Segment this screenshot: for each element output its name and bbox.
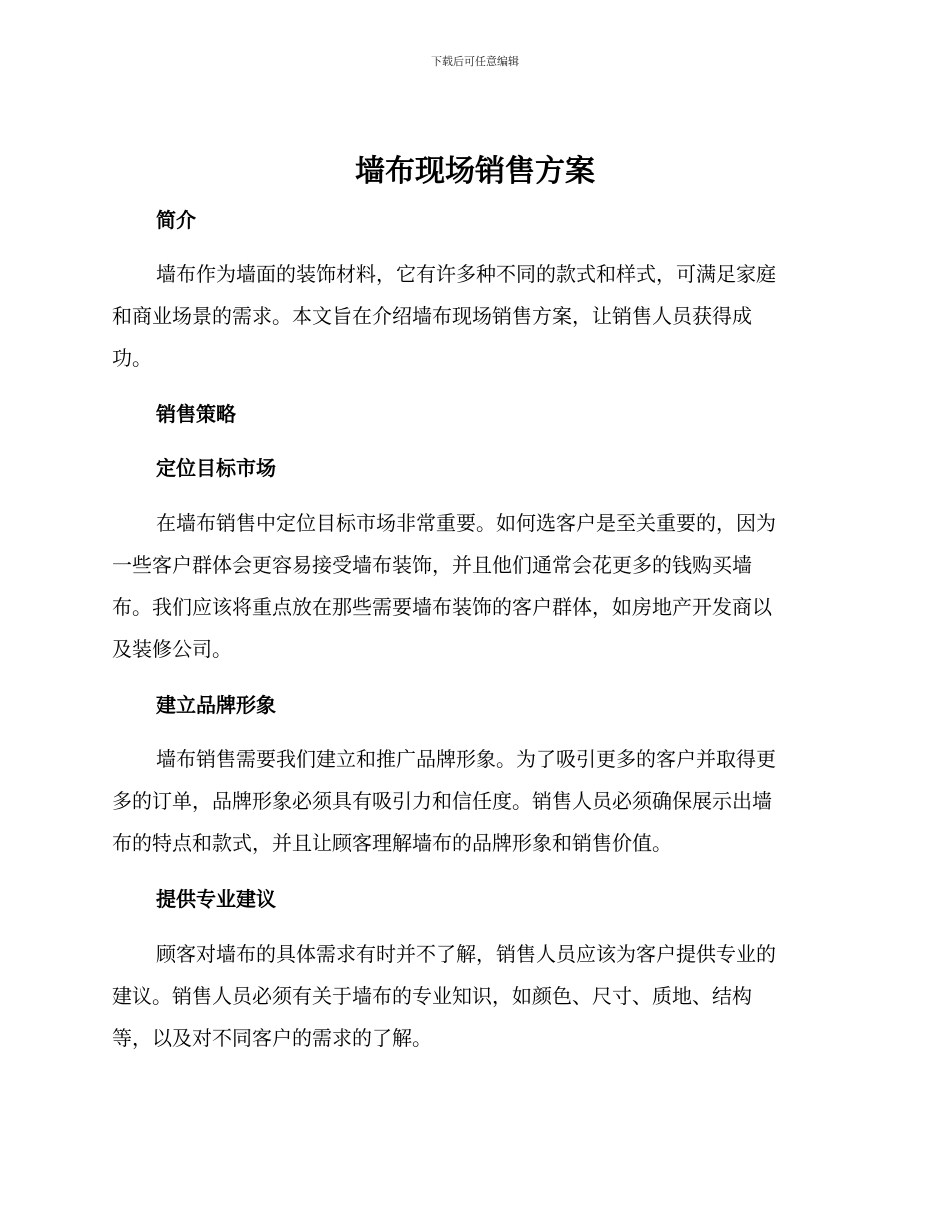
paragraph-line: 等，以及对不同客户的需求的了解。	[112, 1026, 432, 1050]
section-heading-professional-advice: 提供专业建议	[156, 887, 276, 911]
paragraph-line: 布的特点和款式，并且让顾客理解墙布的品牌形象和销售价值。	[112, 831, 672, 855]
paragraph-line: 墙布作为墙面的装饰材料，它有许多种不同的款式和样式，可满足家庭	[156, 262, 776, 286]
paragraph-line: 多的订单，品牌形象必须具有吸引力和信任度。销售人员必须确保展示出墙	[112, 789, 772, 813]
paragraph-line: 功。	[112, 346, 152, 370]
section-paragraph-target-market	[112, 502, 832, 670]
paragraph-line: 建议。销售人员必须有关于墙布的专业知识，如颜色、尺寸、质地、结构	[112, 984, 752, 1008]
paragraph-line: 和商业场景的需求。本文旨在介绍墙布现场销售方案，让销售人员获得成	[112, 304, 752, 328]
section-heading-intro: 简介	[156, 208, 196, 232]
paragraph-line: 及装修公司。	[112, 637, 232, 661]
paragraph-line: 布。我们应该将重点放在那些需要墙布装饰的客户群体，如房地产开发商以	[112, 595, 772, 619]
paragraph-line: 在墙布销售中定位目标市场非常重要。如何选客户是至关重要的，因为	[156, 511, 776, 535]
paragraph-line: 顾客对墙布的具体需求有时并不了解，销售人员应该为客户提供专业的	[156, 942, 776, 966]
page-header: 下载后可任意编辑	[431, 55, 519, 68]
section-paragraph-professional-advice	[112, 933, 832, 1059]
paragraph-line: 墙布销售需要我们建立和推广品牌形象。为了吸引更多的客户并取得更	[156, 747, 776, 771]
section-heading-target-market: 定位目标市场	[156, 456, 276, 480]
section-paragraph-brand-image	[112, 738, 832, 864]
section-paragraph-intro	[112, 253, 832, 379]
paragraph-line: 一些客户群体会更容易接受墙布装饰，并且他们通常会花更多的钱购买墙	[112, 553, 752, 577]
section-heading-brand-image: 建立品牌形象	[156, 693, 276, 717]
document-title: 墙布现场销售方案	[355, 154, 595, 189]
section-heading-sales-strategy: 销售策略	[156, 402, 236, 426]
